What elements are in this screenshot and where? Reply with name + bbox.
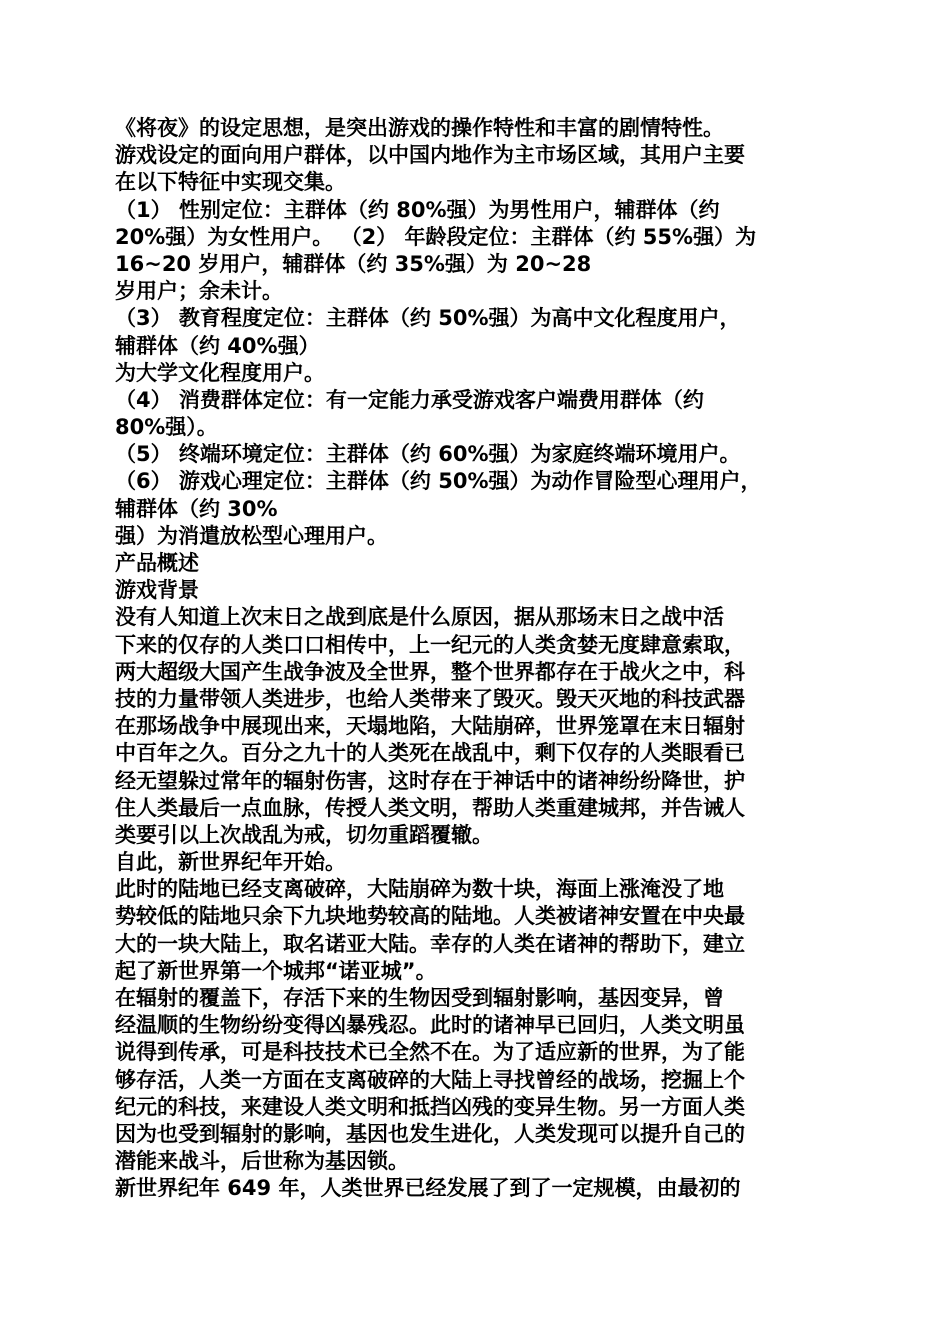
text-line: 技的力量带领人类进步，也给人类带来了毁灭。毁天灭地的科技武器	[115, 686, 745, 711]
text-line: 经温顺的生物纷纷变得凶暴残忍。此时的诸神早已回归，人类文明虽	[115, 1013, 745, 1038]
text-line: 没有人知道上次末日之战到底是什么原因，据从那场末日之战中活	[115, 605, 724, 630]
text-line: 16~20 岁用户，辅群体（约 35%强）为 20~28	[115, 251, 592, 276]
text-line: （4） 消费群体定位：有一定能力承受游戏客户端费用群体（约	[115, 387, 704, 412]
text-line: 游戏设定的面向用户群体，以中国内地作为主市场区域，其用户主要	[115, 143, 745, 168]
text-line: 势较低的陆地只余下九块地势较高的陆地。人类被诸神安置在中央最	[115, 904, 745, 929]
text-line: 在辐射的覆盖下，存活下来的生物因受到辐射影响，基因变异，曾	[115, 986, 724, 1010]
text-line: 游戏背景	[115, 578, 199, 603]
text-line: 起了新世界第一个城邦“诺亚城”。	[115, 958, 437, 983]
text-line: 强）为消遣放松型心理用户。	[115, 523, 388, 548]
text-line: 大的一块大陆上，取名诺亚大陆。幸存的人类在诸神的帮助下，建立	[115, 931, 745, 956]
text-line: 类要引以上次战乱为戒，切勿重蹈覆辙。	[115, 822, 493, 847]
text-line: 80%强）。	[115, 415, 218, 440]
text-line: 潜能来战斗，后世称为基因锁。	[115, 1149, 409, 1174]
text-line: 辅群体（约 30%	[115, 496, 278, 521]
text-line: 经无望躲过常年的辐射伤害，这时存在于神话中的诸神纷纷降世，护	[115, 768, 745, 793]
text-line: 够存活，人类一方面在支离破碎的大陆上寻找曾经的战场，挖掘上个	[115, 1067, 745, 1092]
text-line: 说得到传承，可是科技技术已全然不在。为了适应新的世界，为了能	[115, 1040, 745, 1065]
text-line: 下来的仅存的人类口口相传中，上一纪元的人类贪婪无度肆意索取，	[115, 632, 745, 657]
text-line: （5） 终端环境定位：主群体（约 60%强）为家庭终端环境用户。	[115, 442, 741, 467]
text-line: 纪元的科技，来建设人类文明和抵挡凶残的变异生物。另一方面人类	[115, 1094, 745, 1119]
text-line: 为大学文化程度用户。	[115, 360, 325, 385]
text-line: （3） 教育程度定位：主群体（约 50%强）为高中文化程度用户，	[115, 306, 741, 331]
text-line: 在以下特征中实现交集。	[115, 170, 346, 195]
document-body	[115, 115, 837, 1203]
text-line: 新世界纪年 649 年，人类世界已经发展了到了一定规模，由最初的	[115, 1176, 741, 1201]
text-line: 此时的陆地已经支离破碎，大陆崩碎为数十块，海面上涨淹没了地	[115, 877, 724, 902]
text-line: 20%强）为女性用户。 （2） 年龄段定位：主群体（约 55%强）为	[115, 224, 757, 249]
text-line: 在那场战争中展现出来，天塌地陷，大陆崩碎，世界笼罩在末日辐射	[115, 714, 745, 739]
text-line: 住人类最后一点血脉，传授人类文明，帮助人类重建城邦，并告诫人	[115, 795, 745, 820]
text-line: 因为也受到辐射的影响，基因也发生进化，人类发现可以提升自己的	[115, 1121, 745, 1146]
text-line: （1） 性别定位：主群体（约 80%强）为男性用户，辅群体（约	[115, 197, 720, 222]
text-line: 辅群体（约 40%强）	[115, 333, 320, 358]
text-line: 自此，新世界纪年开始。	[115, 850, 346, 875]
text-line: 产品概述	[115, 551, 199, 575]
text-line: 中百年之久。百分之九十的人类死在战乱中，剩下仅存的人类眼看已	[115, 741, 745, 766]
text-line: 两大超级大国产生战争波及全世界，整个世界都存在于战火之中，科	[115, 659, 745, 684]
text-line: 《将夜》的设定思想，是突出游戏的操作特性和丰富的剧情特性。	[115, 116, 724, 140]
text-line: （6） 游戏心理定位：主群体（约 50%强）为动作冒险型心理用户，	[115, 469, 762, 494]
text-line: 岁用户；余未计。	[115, 279, 283, 304]
